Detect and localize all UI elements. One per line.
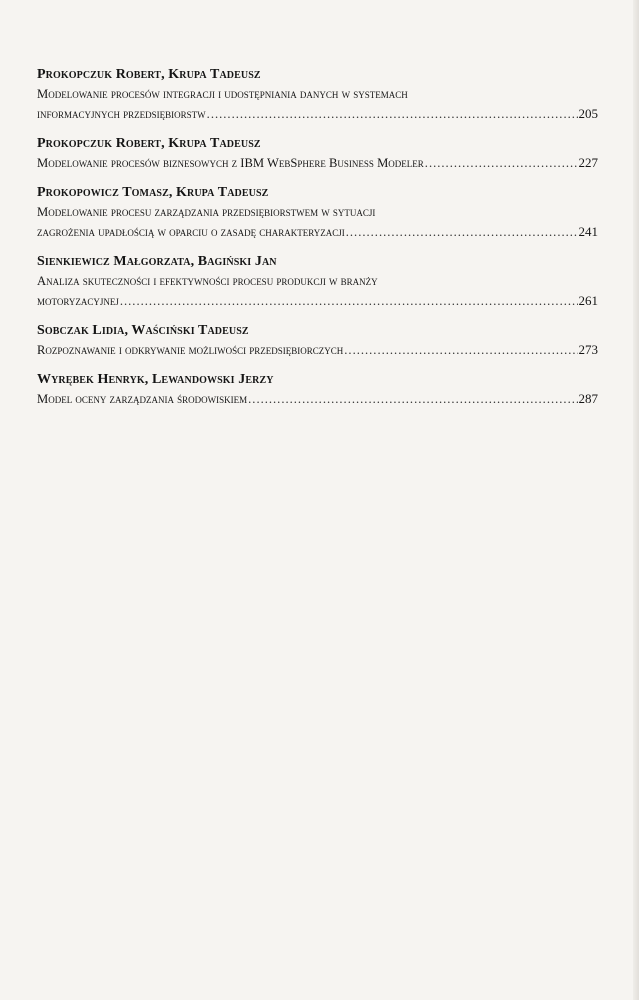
entry-page-number: 273 (578, 342, 598, 357)
entry-title-line: zagrożenia upadłością w oparciu o zasadę charakteryzacji (37, 225, 345, 239)
entry-title-last-line (37, 222, 598, 242)
entry-title-line: Modelowanie procesów integracji i udostępniania danych w systemach (37, 87, 408, 101)
entry-authors: Wyrębek Henryk, Lewandowski Jerzy (37, 372, 274, 387)
entry-page-number: 227 (578, 155, 598, 170)
entry-authors: Prokopczuk Robert, Krupa Tadeusz (37, 67, 261, 82)
entry-title-last-line (37, 104, 598, 124)
dot-leader (120, 291, 578, 311)
entry-authors: Sienkiewicz Małgorzata, Bagiński Jan (37, 254, 277, 269)
entry-page-number: 205 (578, 106, 598, 121)
entry-page-number: 261 (578, 293, 598, 308)
entry-title-line: Modelowanie procesu zarządzania przedsiębiorstwem w sytuacji (37, 205, 376, 219)
entry-page-number: 241 (578, 224, 598, 239)
entry-authors: Sobczak Lidia, Waściński Tadeusz (37, 323, 249, 338)
entry-title-line: motoryzacyjnej (37, 294, 119, 308)
entry-authors: Prokopowicz Tomasz, Krupa Tadeusz (37, 185, 269, 200)
dot-leader (425, 153, 578, 173)
entry-authors: Prokopczuk Robert, Krupa Tadeusz (37, 136, 261, 151)
page-edge (633, 0, 639, 1000)
dot-leader (248, 389, 577, 409)
toc-entry (37, 371, 598, 409)
entry-title-line: Modelowanie procesów biznesowych z IBM WebSphere Business Modeler (37, 156, 424, 170)
dot-leader (344, 340, 577, 360)
entry-title-last-line (37, 153, 598, 173)
toc-entry (37, 253, 598, 311)
toc-entry (37, 184, 598, 242)
entry-title-line: informacyjnych przedsiębiorstw (37, 107, 206, 121)
entry-title-line: Model oceny zarządzania środowiskiem (37, 392, 248, 406)
entry-title-line: Analiza skuteczności i efektywności procesu produkcji w branży (37, 274, 378, 288)
toc-entry (37, 322, 598, 360)
entry-title-last-line (37, 340, 598, 360)
toc-entry (37, 66, 598, 124)
entry-title-line: Rozpoznawanie i odkrywanie możliwości przedsiębiorczych (37, 343, 344, 357)
entry-title-last-line (37, 291, 598, 311)
toc-entry (37, 135, 598, 173)
entry-page-number: 287 (578, 391, 598, 406)
entry-title-last-line (37, 389, 598, 409)
dot-leader (207, 104, 578, 124)
dot-leader (346, 222, 578, 242)
table-of-contents (37, 66, 598, 420)
